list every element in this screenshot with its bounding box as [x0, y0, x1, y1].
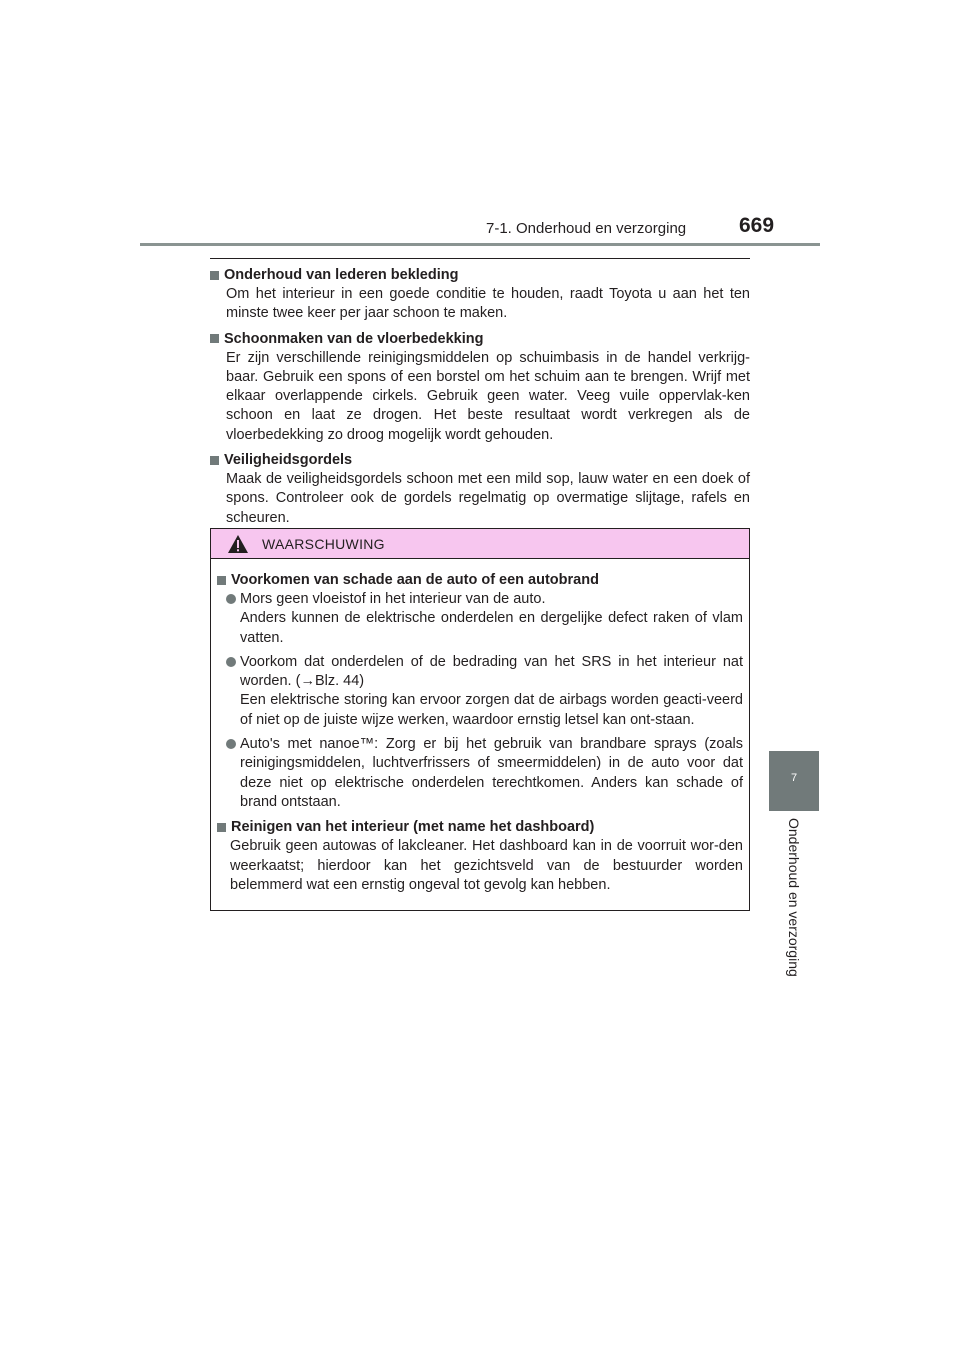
bullet-line: Mors geen vloeistof in het interieur van de auto.: [240, 591, 546, 607]
warning-section-title: [217, 817, 743, 837]
warning-section-interior: [217, 817, 743, 895]
warning-box: [210, 528, 750, 911]
round-bullet-icon: [226, 594, 236, 604]
square-bullet-icon: [210, 456, 219, 465]
section-title-text: Veiligheidsgordels: [224, 452, 353, 469]
section-seatbelts: [210, 450, 750, 528]
warning-section-damage: [217, 570, 743, 812]
section-body: Maak de veiligheidsgordels schoon met een mild sop, lauw water en een doek of spons. Controleer ook de gordels regelmatig op overmatige slijtage, rafels en scheuren.: [226, 471, 750, 526]
warning-section-title: [217, 570, 743, 590]
chapter-side-label-text: Onderhoud en verzorging: [786, 818, 802, 977]
page-number: 669: [739, 214, 775, 237]
warning-header: [211, 529, 749, 559]
warning-triangle-icon: [227, 534, 249, 554]
round-bullet-icon: [226, 739, 236, 749]
chapter-tab: [769, 751, 819, 811]
section-body: Om het interieur in een goede conditie te houden, raadt Toyota u aan het ten minste twee keer per jaar schoon te maken.: [226, 286, 750, 322]
warning-bullet: [226, 735, 743, 812]
section-title-text: Onderhoud van lederen bekleding: [224, 267, 459, 283]
section-title: [210, 265, 750, 285]
warning-body: [211, 559, 749, 895]
bullet-line: Voorkom dat onderdelen of de bedrading van het SRS in het interieur nat worden. (→Blz. 44): [240, 653, 743, 690]
square-bullet-icon: [210, 271, 219, 280]
section-carpet: [210, 329, 750, 445]
square-bullet-icon: [217, 576, 226, 585]
content-divider: [210, 258, 750, 259]
section-leather: [210, 265, 750, 324]
main-content: [210, 265, 750, 533]
square-bullet-icon: [217, 823, 226, 832]
section-title: [210, 329, 750, 349]
chapter-tab-number: 7: [790, 772, 798, 784]
header-divider: [140, 243, 820, 246]
warning-section-body: Gebruik geen autowas of lakcleaner. Het dashboard kan in de voorruit wor-den weerkaatst; hierdoor kan het gezichtsveld van de bestuurder worden belemmerd wat een ernstig ongeval tot gevolg kan hebben.: [230, 838, 743, 893]
warning-bullet: [226, 590, 743, 648]
section-title: [210, 450, 750, 470]
warning-bullet: [226, 653, 743, 730]
bullet-line: Anders kunnen de elektrische onderdelen en dergelijke defect raken of vlam vatten.: [240, 610, 743, 646]
round-bullet-icon: [226, 657, 236, 667]
chapter-title: 7-1. Onderhoud en verzorging: [486, 220, 687, 237]
warning-section-title-text: Voorkomen van schade aan de auto of een autobrand: [231, 572, 599, 588]
warning-section-title-text: Reinigen van het interieur (met name het dashboard): [231, 819, 595, 836]
bullet-line: Auto's met nanoe™: Zorg er bij het gebruik van brandbare sprays (zoals reinigingsmiddelen, luchtverfrissers of smeermiddelen) in de auto voor dat deze niet op elektrische onderdelen terechtkomen. Anders kan schade of brand ontstaan.: [240, 736, 743, 810]
section-body: Er zijn verschillende reinigingsmiddelen op schuimbasis in de handel verkrijg-baar. Gebruik een spons of een borstel om het schuim aan te brengen. Wrijf met elkaar overlappende cirkels. Gebruik geen water. Veeg vuile oppervlak-ken schoon en laat ze drogen. Het beste resultaat wordt verkregen als de vloerbedekking zo droog mogelijk wordt gehouden.: [226, 349, 750, 443]
warning-title: WAARSCHUWING: [262, 535, 385, 552]
square-bullet-icon: [210, 334, 219, 343]
section-title-text: Schoonmaken van de vloerbedekking: [224, 330, 484, 347]
bullet-line: Een elektrische storing kan ervoor zorgen dat de airbags worden geacti-veerd of niet op de juiste wijze werken, waardoor ernstig letsel kan ont-staan.: [240, 692, 743, 728]
